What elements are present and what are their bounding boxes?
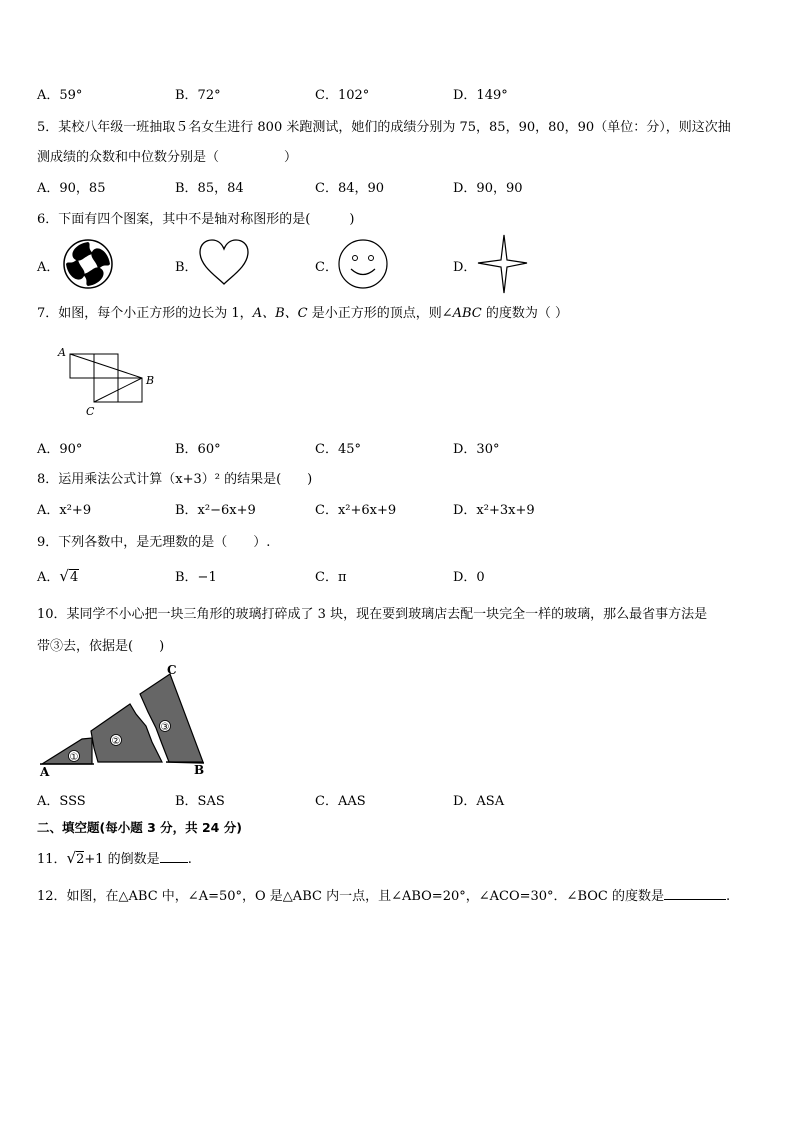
q8-stem: 8．运用乘法公式计算（x+3）² 的结果是( ) [37, 472, 313, 487]
q6-option-c: C． [315, 260, 338, 275]
q7-option-c: C．45° [315, 442, 361, 457]
q10-option-b: B．SAS [175, 794, 225, 809]
four-point-star-icon [476, 234, 528, 294]
q7-stem [37, 302, 568, 321]
q7-stem-part1: 7．如图，每个小正方形的边长为 1， [37, 306, 253, 321]
q7-option-b: B．60° [175, 442, 221, 457]
q4-option-c: C．102° [315, 88, 370, 103]
q10-stem-line2: 带③去，依据是( ) [37, 639, 165, 654]
q5-stem-line1: 5．某校八年级一班抽取５名女生进行 800 米跑测试，她们的成绩分别为 75，85，90，80，90（单位：分），则这次抽 [37, 120, 731, 135]
smiley-face-icon [337, 238, 389, 290]
q7-stem-part3: 的度数为（ ） [481, 306, 569, 321]
q10-vertex-b-label: B [194, 763, 205, 777]
q12-end: . [725, 889, 731, 904]
q10-option-d: D．ASA [453, 794, 505, 809]
q9-option-a [37, 566, 79, 585]
q4-option-d: D．149° [453, 88, 508, 103]
q9-option-d: D．0 [453, 570, 485, 585]
q6-option-a: A． [37, 260, 60, 275]
q10-broken-triangle-figure [36, 660, 216, 778]
q10-option-c: C．AAS [315, 794, 366, 809]
q10-piece-3-label: ③ [160, 722, 170, 733]
q11-stem [37, 848, 192, 867]
q7-grid-figure [56, 344, 166, 416]
q5-option-c: C．84，90 [315, 181, 385, 196]
q9-option-b: B．−1 [175, 570, 217, 585]
q7-label-c: C [86, 405, 95, 418]
q6-option-d: D． [453, 260, 477, 275]
q5-stem-line2: 测成绩的众数和中位数分别是（ ） [37, 150, 298, 165]
q6-stem: 6．下面有四个图案，其中不是轴对称图形的是( ) [37, 212, 355, 227]
q11-suffix: +1 的倒数是 [84, 852, 160, 867]
q10-option-a: A．SSS [37, 794, 86, 809]
q7-label-a: A [58, 346, 66, 359]
q12-stem [37, 885, 730, 904]
q8-option-d: D．x²+3x+9 [453, 503, 535, 518]
q8-option-a: A．x²+9 [37, 503, 92, 518]
q7-stem-vars: A、B、C [252, 306, 308, 321]
q9-option-c: C．π [315, 570, 347, 585]
q10-vertex-c-label: C [167, 663, 177, 677]
q9-option-a-radicand: 4 [69, 570, 79, 585]
q5-option-a: A．90，85 [37, 181, 106, 196]
q7-option-d: D．30° [453, 442, 500, 457]
q11-answer-blank [160, 862, 188, 863]
q11-end: . [187, 852, 192, 867]
q12-answer-blank [664, 899, 726, 900]
q12-text: 12．如图，在△ABC 中，∠A=50°，O 是△ABC 内一点，且∠ABO=20°，∠ACO=30°．∠BOC 的度数是 [37, 889, 664, 904]
q11-radicand: 2 [76, 852, 85, 867]
q6-option-b: B． [175, 260, 198, 275]
q10-piece-2-label: ② [111, 736, 121, 747]
sqrt-symbol-icon: √ [59, 567, 69, 585]
swirl-pattern-icon [62, 238, 114, 290]
q4-option-a: A．59° [37, 88, 83, 103]
heart-icon [198, 238, 250, 288]
q7-stem-angle: ABC [452, 306, 482, 321]
q9-option-a-prefix: A． [37, 570, 60, 585]
q7-stem-part2: 是小正方形的顶点，则∠ [307, 306, 453, 321]
q10-stem-line1: 10．某同学不小心把一块三角形的玻璃打碎成了 3 块，现在要到玻璃店去配一块完全一样的玻璃，那么最省事方法是 [37, 607, 708, 622]
q7-option-a: A．90° [37, 442, 83, 457]
q7-label-b: B [146, 374, 155, 387]
section-2-title: 二、填空题(每小题 3 分，共 24 分) [37, 820, 242, 835]
q5-option-d: D．90，90 [453, 181, 523, 196]
q10-vertex-a-label: A [40, 765, 50, 779]
q5-option-b: B．85，84 [175, 181, 244, 196]
q8-option-b: B．x²−6x+9 [175, 503, 256, 518]
q11-prefix: 11． [37, 852, 67, 867]
q9-stem: 9．下列各数中，是无理数的是（ ）. [37, 535, 271, 550]
sqrt-symbol-icon: √ [66, 849, 77, 867]
q4-option-b: B．72° [175, 88, 221, 103]
q10-piece-1-label: ① [69, 752, 79, 763]
q8-option-c: C．x²+6x+9 [315, 503, 397, 518]
